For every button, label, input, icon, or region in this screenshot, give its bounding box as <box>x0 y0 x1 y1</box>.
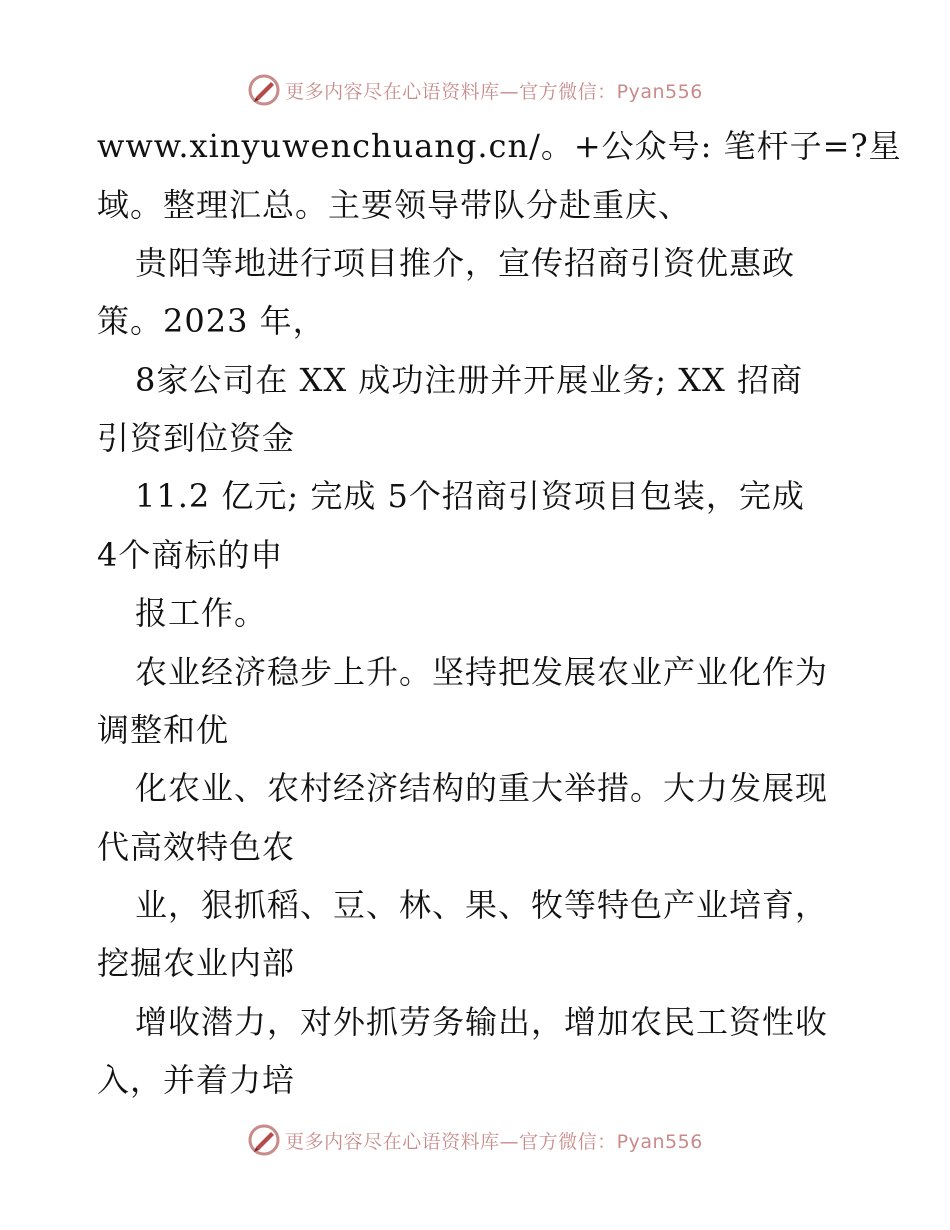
body-line: 引资到位资金 <box>97 419 296 457</box>
body-line: 贵阳等地进行项目推介，宣传招商引资优惠政 <box>135 244 796 282</box>
body-line: 挖掘农业内部 <box>97 944 296 982</box>
body-line: 业，狠抓稻、豆、林、果、牧等特色产业培育， <box>135 886 829 924</box>
body-line: 8家公司在 XX 成功注册并开展业务; XX 招商 <box>135 361 803 399</box>
header-banner-text: 更多内容尽在心语资料库—官方微信：Pyan556 <box>285 80 703 103</box>
body-line: 11.2 亿元; 完成 5个招商引资项目包装，完成 <box>135 477 805 515</box>
body-line: 增收潜力，对外抓劳务输出，增加农民工资性收 <box>135 1003 829 1041</box>
body-line: 入，并着力培 <box>97 1061 296 1099</box>
footer-banner <box>0 1120 950 1160</box>
body-line: 策。2023 年， <box>97 302 326 340</box>
body-line: www.xinyuwenchuang.cn/。+公众号: 笔杆子=?星 <box>97 127 902 165</box>
body-line: 报工作。 <box>135 594 268 632</box>
logo-icon <box>247 73 281 107</box>
body-line: 化农业、农村经济结构的重大举措。大力发展现 <box>135 769 829 807</box>
footer-banner-text: 更多内容尽在心语资料库—官方微信：Pyan556 <box>285 1130 703 1153</box>
body-line: 代高效特色农 <box>97 828 296 866</box>
body-line: 域。整理汇总。主要领导带队分赴重庆、 <box>97 186 692 224</box>
logo-icon <box>247 1123 281 1157</box>
body-line: 农业经济稳步上升。坚持把发展农业产业化作为 <box>135 653 829 691</box>
header-banner <box>0 70 950 110</box>
body-line: 4个商标的申 <box>97 536 284 574</box>
body-line: 调整和优 <box>97 711 230 749</box>
